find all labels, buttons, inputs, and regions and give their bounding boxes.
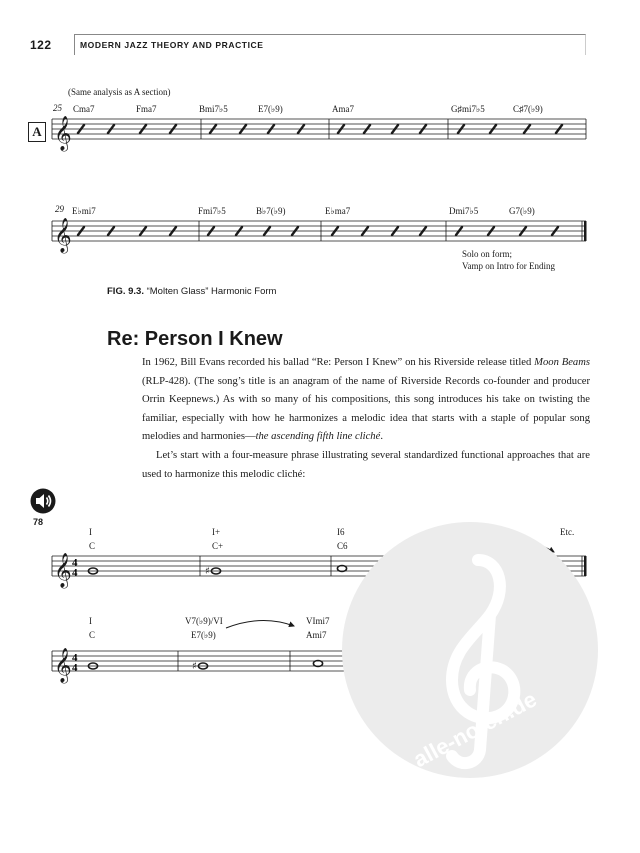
chord-label: Dmi7♭5 (449, 206, 479, 216)
treble-clef-icon: 𝄞 (54, 218, 72, 253)
treble-clef-icon: 𝄞 (54, 116, 72, 151)
watermark-text: alle-noten.de (409, 686, 541, 773)
roman-numeral: I+ (212, 527, 221, 537)
chord-label: E♭mi7 (72, 206, 96, 216)
treble-clef-icon: 𝄞 (54, 553, 72, 588)
time-signature-bottom: 4 (72, 567, 78, 579)
treble-clef-icon: 𝄞 (54, 648, 72, 683)
album-title: Moon Beams (534, 357, 590, 368)
chord-label: Bmi7♭5 (199, 104, 228, 114)
chord-label: E♭ma7 (325, 206, 351, 216)
measure-number-29: 29 (55, 204, 64, 214)
resolution-arrow (226, 620, 294, 628)
figure-caption-text: “Molten Glass” Harmonic Form (143, 286, 277, 297)
time-signature-bottom: 4 (72, 662, 78, 674)
text-run: In 1962, Bill Evans recorded his ballad “Re: Person I Knew” on his Riverside release titled (142, 357, 535, 368)
analysis-note: (Same analysis as A section) (68, 87, 171, 97)
ending-note-line: Solo on form; (462, 249, 513, 259)
roman-numeral: V7(♭9)/VI (185, 616, 223, 626)
chord-label: C (89, 630, 96, 640)
running-title: MODERN JAZZ THEORY AND PRACTICE (80, 40, 264, 50)
page-number: 122 (30, 38, 52, 52)
sharp-icon: ♯ (205, 566, 210, 577)
time-signature-top: 4 (72, 652, 78, 664)
figure-label: FIG. 9.3. (107, 286, 144, 297)
measure-number-25: 25 (53, 103, 62, 113)
chord-label: Ama7 (332, 104, 354, 114)
chord-label: Fmi7♭5 (198, 206, 226, 216)
chord-label: G7(♭9) (509, 206, 535, 216)
chord-label: C♯7(♭9) (513, 104, 543, 114)
staff-system-1 (52, 119, 586, 139)
emphasis: the ascending fifth line cliché (255, 431, 381, 443)
chord-label: C6 (337, 541, 348, 551)
chord-label: B♭7(♭9) (256, 206, 286, 216)
roman-numeral: I (89, 616, 92, 626)
sharp-icon: ♯ (192, 661, 197, 672)
chord-label: G♯mi7♭5 (451, 104, 485, 114)
roman-numeral: I6 (337, 527, 345, 537)
time-signature-top: 4 (72, 557, 78, 569)
etc-label: Etc. (560, 527, 575, 537)
chord-label: E7(♭9) (258, 104, 283, 114)
text-run: . (380, 431, 383, 443)
paragraph: Let’s start with a four-measure phrase illustrating several standardized functional approaches that are used to harmonize this melodic cliché: (142, 449, 590, 480)
chord-label: E7(♭9) (191, 630, 216, 640)
roman-numeral: VImi7 (306, 616, 330, 626)
final-barline (584, 221, 587, 241)
text-run: (RLP-428). (The song’s title is an anagram of the name of Riverside Records co-founder and producer Orrin Keepnews.) As with so many of his compositions, this song introduces his take on twisting the familiar, especially with how he harmonizes a melodic idea that starts with a staple of popular song melodies and harmonies— (142, 375, 590, 443)
watermark-logo (340, 520, 600, 780)
roman-numeral: I (89, 527, 92, 537)
section-title: Re: Person I Knew (107, 328, 283, 350)
chord-label: C+ (212, 541, 224, 551)
audio-track-number: 78 (33, 517, 44, 527)
chord-label: Ami7 (306, 630, 327, 640)
chord-label: Cma7 (73, 104, 95, 114)
ending-note-line: Vamp on Intro for Ending (462, 261, 555, 271)
staff-system-2 (52, 221, 586, 241)
rehearsal-mark: A (28, 122, 46, 142)
chord-label: C (89, 541, 96, 551)
chord-label: Fma7 (136, 104, 157, 114)
